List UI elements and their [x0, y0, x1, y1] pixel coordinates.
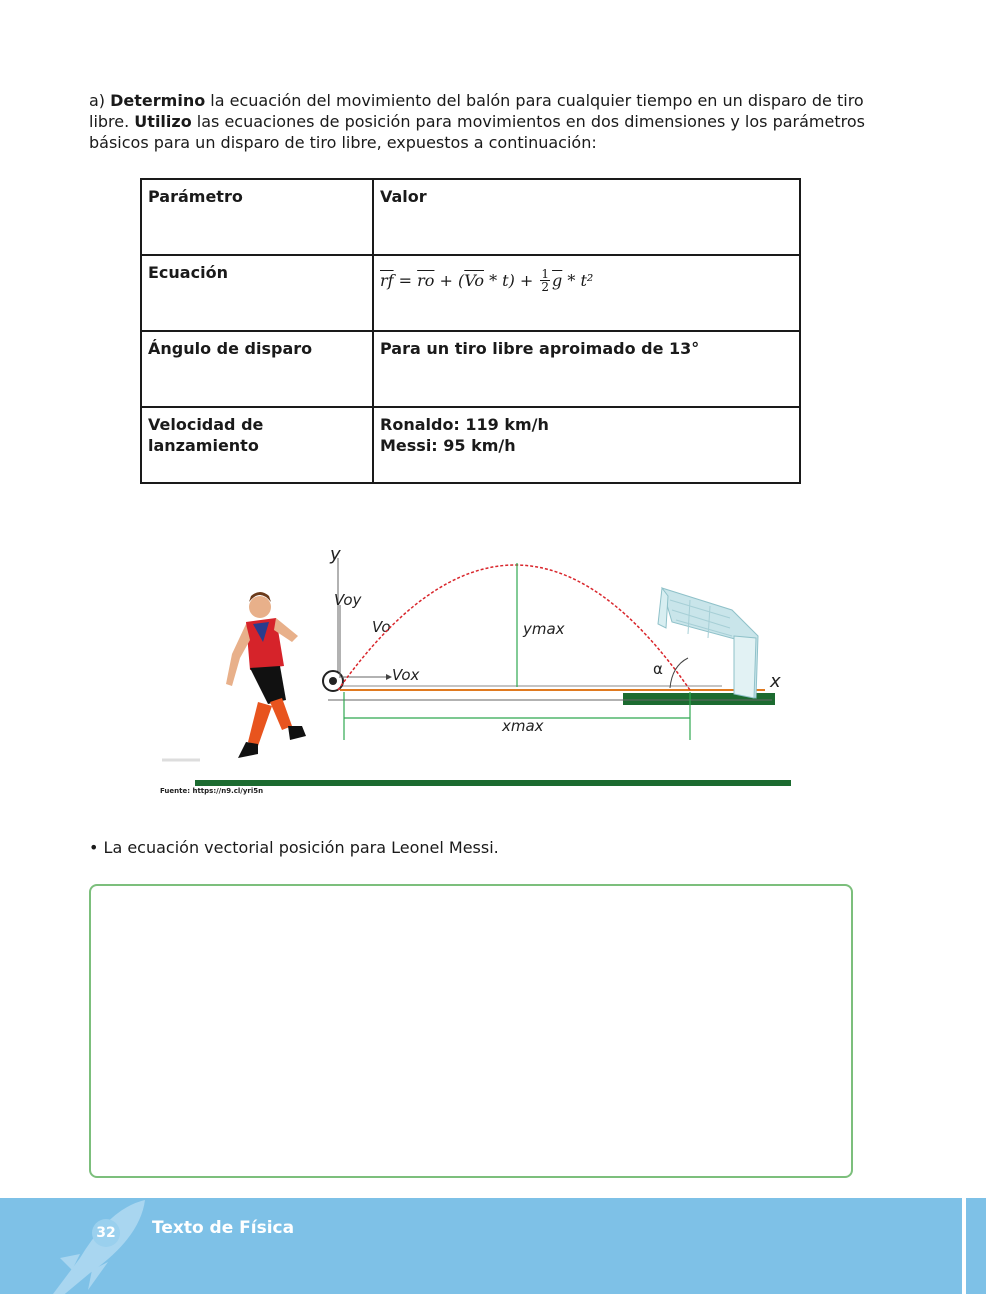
- vo-label: Vo: [372, 618, 391, 636]
- header-value: Valor: [373, 179, 800, 255]
- row-angle-label: Ángulo de disparo: [141, 331, 373, 407]
- table-row-angle: [141, 331, 800, 407]
- equation-formula: [380, 268, 593, 293]
- free-kick-diagram: [150, 530, 800, 800]
- footer-edge-strip: [966, 1198, 986, 1294]
- row-speed-label: Velocidad de lanzamiento: [141, 407, 373, 483]
- intro-text-1: la ecuación del movimiento del balón para cualquier tiempo en un disparo de tiro libre.: [89, 91, 864, 131]
- page-number: 32: [92, 1219, 120, 1247]
- intro-text-2: las ecuaciones de posición para movimientos en dos dimensiones y los parámetros básicos para un disparo de tiro libre, expuestos a continuación:: [89, 112, 865, 152]
- intro-bold-utilizo: Utilizo: [134, 112, 192, 131]
- parameters-table: [140, 178, 801, 484]
- soccer-player-figure: [226, 592, 306, 758]
- intro-bold-determino: Determino: [110, 91, 206, 110]
- intro-prefix: a): [89, 91, 111, 110]
- y-axis-label: y: [330, 544, 341, 565]
- row-speed-value: [373, 407, 800, 483]
- table-row-equation: [141, 255, 800, 331]
- eq-g: $\overline{g}$: [552, 271, 563, 290]
- eq-vo: $\overline{Vo}$: [464, 271, 484, 290]
- row-angle-value: Para un tiro libre aproimado de 13°: [373, 331, 800, 407]
- alpha-label: α: [653, 660, 663, 678]
- bullet-instruction: • La ecuación vectorial posición para Leonel Messi.: [89, 838, 499, 857]
- row-equation-value: [373, 255, 800, 331]
- eq-times-t: * t) +: [483, 271, 539, 290]
- table-header-row: [141, 179, 800, 255]
- voy-label: Voy: [334, 591, 362, 609]
- row-equation-label: Ecuación: [141, 255, 373, 331]
- eq-den: 2: [541, 280, 550, 294]
- ground-bar: [195, 780, 791, 786]
- ball-panel: [329, 677, 337, 685]
- eq-rf: $\overline{rf}$: [380, 271, 394, 290]
- vox-label: Vox: [392, 666, 420, 684]
- intro-paragraph: [89, 90, 869, 153]
- eq-fraction: [540, 268, 550, 293]
- x-axis-label: x: [770, 671, 781, 692]
- eq-equals: =: [393, 271, 418, 290]
- table-row-speed: [141, 407, 800, 483]
- xmax-label: xmax: [502, 717, 544, 735]
- image-source-caption: Fuente: https://n9.cl/yri5n: [160, 787, 264, 795]
- goal-net-figure: [658, 588, 758, 698]
- speed-messi: Messi: 95 km/h: [380, 436, 516, 455]
- header-param: Parámetro: [141, 179, 373, 255]
- eq-tail: * t²: [562, 271, 594, 290]
- footer-bar: [0, 1198, 962, 1294]
- footer-title: Texto de Física: [152, 1218, 295, 1238]
- eq-ro: $\overline{ro}$: [417, 271, 435, 290]
- trajectory-path: [338, 565, 690, 690]
- eq-plus: + (: [434, 271, 465, 290]
- eq-num: 1: [541, 267, 550, 281]
- ymax-label: ymax: [523, 620, 565, 638]
- answer-box[interactable]: [89, 884, 853, 1178]
- speed-ronaldo: Ronaldo: 119 km/h: [380, 415, 549, 434]
